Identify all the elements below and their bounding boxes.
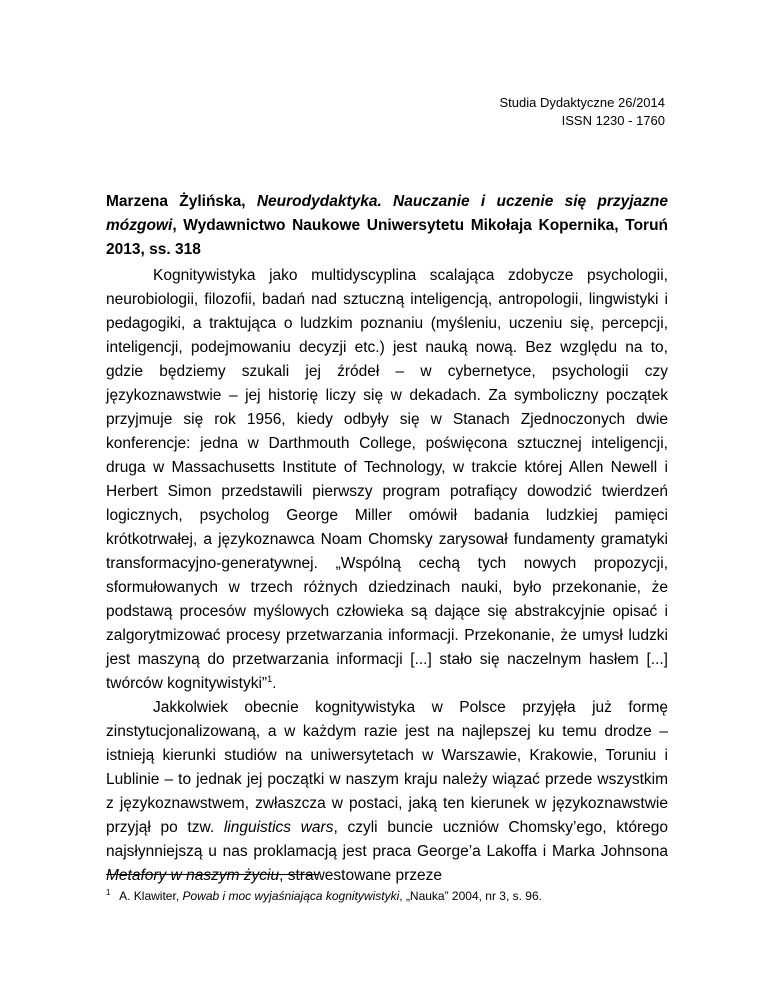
review-author: Marzena Żylińska, — [106, 193, 257, 210]
paragraph-2-italic-1: linguistics wars — [223, 819, 334, 836]
paragraph-1 — [106, 264, 668, 696]
paragraph-2-text-a: Jakkolwiek obecnie kognitywistyka w Polsce przyjęła już formę zinstytucjonalizowaną, a w każdym razie jest na najlepszej ku temu drodze – istnieją kierunki studiów na uniwersytetach w Warszawie, Krakowie, Toruniu i Lublinie – to jednak jej początki w naszym kraju należy wiązać przede wszystkim z językoznawstwem, zwłaszcza w postaci, jaką ten kierunek w językoznawstwie przyjął po tzw. — [106, 699, 668, 836]
journal-header — [500, 94, 666, 130]
journal-name: Studia Dydaktyczne 26/2014 — [499, 95, 665, 110]
book-title: Neurodydaktyka. Nauczanie i uczenie się przyjazne mózgowi — [106, 193, 668, 234]
publication-info: , Wydawnictwo Naukowe Uniwersytetu Mikołaja Kopernika, Toruń 2013, ss. 318 — [106, 217, 668, 258]
footnote-rest: , „Nauka” 2004, nr 3, s. 96. — [399, 889, 542, 903]
footnote-number: 1 — [106, 888, 111, 897]
paragraph-1-end: . — [272, 675, 277, 692]
paragraph-2-text-c: , strawestowane przeze — [279, 867, 442, 884]
footnote-ref[interactable]: 1 — [267, 673, 273, 684]
paragraph-2 — [106, 696, 668, 888]
review-title — [106, 190, 668, 262]
footnote-author: A. Klawiter, — [116, 889, 183, 903]
paragraph-2-text-b: , czyli buncie uczniów Chomsky’ego, którego najsłynniejszą u nas proklamacją jest praca George’a Lakoffa i Marka Johnsona — [106, 819, 668, 860]
footnote-title: Powab i moc wyjaśniająca kognitywistyki — [182, 889, 400, 903]
issn: ISSN 1230 - 1760 — [561, 113, 665, 128]
paragraph-2-italic-2: Metafory w naszym życiu — [106, 867, 280, 884]
footnote-divider — [106, 874, 318, 875]
paragraph-1-text: Kognitywistyka jako multidyscyplina scalająca zdobycze psychologii, neurobiologii, filozofii, badań nad sztuczną inteligencją, antropologii, lingwistyki i pedagogiki, a traktująca o ludzkim poznaniu (myśleniu, uczeniu się, percepcji, inteligencji, podejmowaniu decyzji etc.) jest nauką nową. Bez względu na to, gdzie będziemy szukali jej źródeł – w cybernetyce, psychologii czy językoznawstwie – jej historię liczy się w dekadach. Za symboliczny początek przyjmuje się rok 1956, kiedy odbyły się w Stanach Zjednoczonych dwie konferencje: jedna w Darthmouth College, poświęcona sztucznej inteligencji, druga w Massachusetts Institute of Technology, w trakcie której Allen Newell i Herbert Simon przedstawili pierwszy program potrafiący dowodzić twierdzeń logicznych, psycholog George Miller omówił badania ludzkiej pamięci krótkotrwałej, a językoznawca Noam Chomsky zarysował fundamenty gramatyki transformacyjno-generatywnej. „Wspólną cechą tych nowych propozycji, sformułowanych w trzech różnych dziedzinach nauki, było przekonanie, że podstawą procesów myślowych człowieka są dające się abstrakcyjnie opisać i zalgorytmizować procesy przetwarzania informacji. Przekonanie, że umysł ludzki jest maszyną do przetwarzania informacji [...] stało się naczelnym hasłem [...] twórców kognitywistyki” — [106, 267, 668, 692]
article-body — [106, 264, 668, 888]
footnote — [106, 888, 668, 904]
